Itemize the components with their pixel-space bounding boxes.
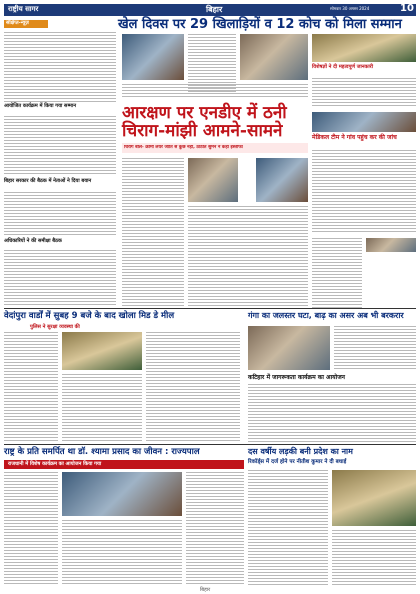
right-photo-1 bbox=[312, 34, 416, 62]
lower-left-headline: वेदांपुरा वार्डों में सुबह 9 बजे के बाद खोला मिड डे मील bbox=[4, 311, 175, 321]
lower-mid-headline: कटिहार में जागरूकता कार्यक्रम का आयोजन bbox=[248, 374, 345, 381]
section-tag: राष्ट्रीय सागर bbox=[8, 5, 39, 13]
bottom-right-text-a bbox=[248, 470, 328, 586]
right-story-title-1: विशेषज्ञों ने दी महत्वपूर्ण जानकारी bbox=[312, 64, 374, 70]
main-headline-line1: आरक्षण पर एनडीए में ठनी bbox=[122, 103, 287, 123]
main-story-text-b bbox=[188, 206, 308, 306]
bottom-photo-1 bbox=[62, 472, 182, 516]
top-story-text-b bbox=[122, 84, 308, 98]
main-photo-1 bbox=[188, 158, 238, 202]
region-label: बिहार bbox=[206, 5, 223, 14]
group-photo bbox=[240, 34, 308, 80]
lower-left-text-a bbox=[4, 332, 58, 442]
bottom-right-text-b bbox=[332, 530, 416, 586]
lower-photo-2 bbox=[248, 326, 330, 370]
award-photo bbox=[122, 34, 184, 80]
left-brief-title-3: अधिकारियों ने की समीक्षा बैठक bbox=[4, 238, 62, 244]
left-brief-text-2 bbox=[4, 116, 116, 176]
left-brief-text-4 bbox=[4, 250, 116, 306]
right-story-text-1 bbox=[312, 78, 416, 108]
left-brief-text-3 bbox=[4, 192, 116, 236]
main-story-text-a bbox=[122, 158, 184, 306]
column-tag: संक्षिप्त-न्यूज़ bbox=[6, 20, 29, 26]
date-line: सोमवार 30 अगस्त 2024 bbox=[330, 6, 370, 11]
left-brief-title-1: आयोजित कार्यक्रम में किया गया सम्मान bbox=[4, 103, 76, 109]
bottom-photo-2 bbox=[332, 470, 416, 526]
top-story-headline: खेल दिवस पर 29 खिलाड़ियों व 12 कोच को मिला सम्मान bbox=[118, 17, 402, 32]
left-brief-text-1 bbox=[4, 32, 116, 102]
bottom-left-text-b bbox=[62, 520, 182, 586]
right-story-text-2 bbox=[312, 150, 416, 234]
main-headline-line2: चिराग-मांझी आमने-सामने bbox=[122, 121, 283, 141]
section-divider-2 bbox=[4, 444, 416, 445]
right-photo-3 bbox=[366, 238, 416, 252]
bottom-left-text-a bbox=[4, 472, 58, 586]
bottom-mid-text bbox=[186, 472, 244, 586]
page-number: 10 bbox=[400, 3, 414, 14]
lower-right-headline: गंगा का जलस्तर घटा, बाढ़ का असर अब भी बरकरार bbox=[248, 311, 404, 320]
bottom-left-headline: राष्ट्र के प्रति समर्पित था डॉ. श्यामा प्रसाद का जीवन : राज्यपाल bbox=[4, 447, 200, 457]
footer-mark: बिहार bbox=[200, 587, 211, 593]
lower-photo-1 bbox=[62, 332, 142, 370]
lower-right-text-a bbox=[334, 326, 416, 370]
lower-left-sub: पुलिस ने सुरक्षा व्यवस्था की bbox=[30, 324, 80, 330]
main-photo-2 bbox=[256, 158, 308, 202]
lower-right-text-b bbox=[248, 384, 416, 442]
right-story-text-3 bbox=[312, 238, 362, 308]
ribbon-text: राजधानी में विशेष कार्यक्रम का आयोजन किया गया bbox=[8, 461, 102, 467]
main-subhead: चिराग बोले- क्रीमी लेयर जाति से कुछ नहीं, ठाठीत सुमन ने कहा इस्तीफा bbox=[124, 145, 243, 150]
lower-mid-text bbox=[146, 332, 240, 442]
section-divider-1 bbox=[4, 308, 416, 309]
bottom-right-headline-2: रिकॉर्ड्स में दर्ज होने पर नीतीश कुमार ने दी बधाई bbox=[248, 459, 347, 465]
right-photo-2 bbox=[312, 112, 416, 132]
lower-left-text-b bbox=[62, 374, 142, 442]
left-brief-title-2: बिहार सरकार की बैठक में नेताओं ने दिया बयान bbox=[4, 178, 92, 184]
right-story-title-2: मेडिकल टीम ने गांव पहुंच कर की जांच bbox=[312, 134, 397, 141]
bottom-right-headline: दस वर्षीय लड़की बनी प्रदेश का नाम bbox=[248, 447, 353, 456]
